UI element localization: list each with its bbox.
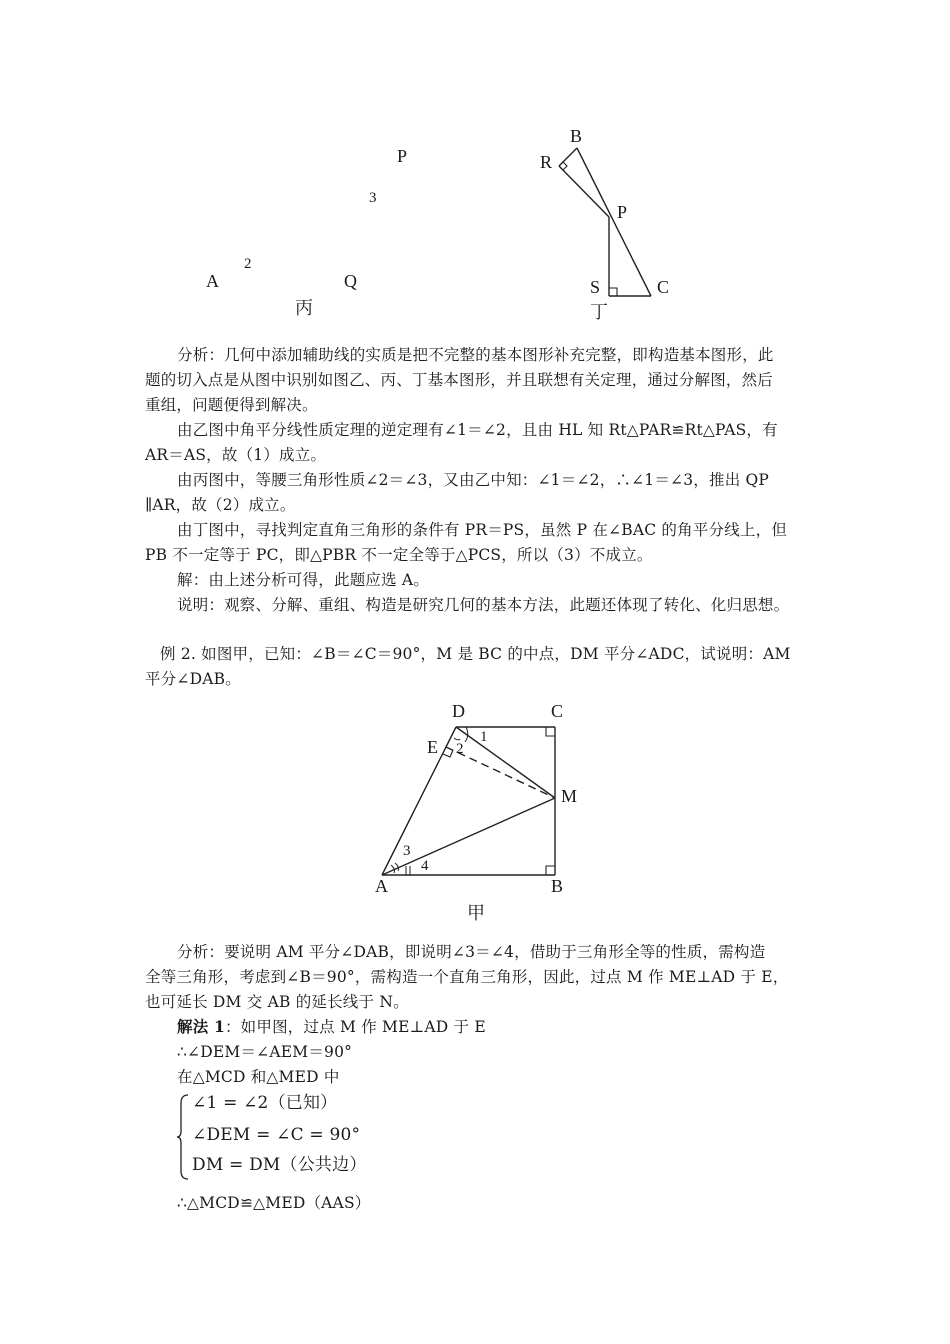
fig-bing-label-2: 2 <box>244 256 252 272</box>
solution-heading-line <box>177 1015 486 1039</box>
fig-jia-label-2: 2 <box>456 741 464 757</box>
fig-jia-label-1: 1 <box>480 729 488 745</box>
conclusion-line: ∴△MCD≌△MED（AAS） <box>177 1194 371 1212</box>
system-line: DM = DM（公共边） <box>192 1155 367 1175</box>
solution-heading-rest: ：如甲图，过点 M 作 ME⊥AD 于 E <box>224 1018 486 1036</box>
fig-jia-angle-mark-2 <box>454 738 460 740</box>
solution-heading: 解法 1 <box>177 1017 225 1036</box>
fig-ding-line-rp <box>559 166 609 217</box>
analysis1-line: 分析：几何中添加辅助线的实质是把不完整的基本图形补充完整，即构造基本图形，此 <box>177 346 774 364</box>
fig-jia-line-am <box>382 798 555 875</box>
analysis2-line: 分析：要说明 AM 平分∠DAB，即说明∠3＝∠4，借助于三角形全等的性质，需构造 <box>177 943 766 961</box>
analysis2-line: 全等三角形，考虑到∠B＝90°，需构造一个直角三角形，因此，过点 M 作 ME⊥AD 于 E， <box>145 968 789 986</box>
fig-jia-label-b: B <box>551 876 564 896</box>
fig-jia-label-e: E <box>427 737 438 757</box>
fig-ding-right-angle-s <box>609 288 617 296</box>
fig-jia-caption: 甲 <box>467 903 485 924</box>
example2-line: 平分∠DAB。 <box>145 670 241 688</box>
analysis1-line: AR＝AS，故（1）成立。 <box>145 446 327 464</box>
fig-ding-right-angle-r <box>559 162 567 170</box>
analysis1-line: 由丁图中，寻找判定直角三角形的条件有 PR＝PS，虽然 P 在∠BAC 的角平分线上，但 <box>177 521 788 539</box>
fig-bing-label-p: P <box>397 146 408 166</box>
fig-bing-label-a: A <box>206 271 219 291</box>
analysis1-line: PB 不一定等于 PC，即△PBR 不一定全等于△PCS，所以（3）不成立。 <box>145 546 653 564</box>
solution-line: 在△MCD 和△MED 中 <box>177 1068 340 1086</box>
note-line: 说明：观察、分解、重组、构造是研究几何的基本方法，此题还体现了转化、化归思想。 <box>177 596 790 614</box>
fig-jia-label-4: 4 <box>421 858 429 874</box>
system-line: ∠DEM = ∠C = 90° <box>192 1125 361 1145</box>
fig-jia-label-a: A <box>375 876 388 896</box>
solution-line: ∴∠DEM＝∠AEM＝90° <box>177 1043 353 1061</box>
fig-jia-line-ad <box>382 727 456 875</box>
analysis1-line: 题的切入点是从图中识别如图乙、丙、丁基本图形，并且联想有关定理，通过分解图，然后 <box>145 371 774 389</box>
fig-jia-label-m: M <box>561 786 578 806</box>
system-line: ∠1 = ∠2（已知） <box>192 1093 338 1113</box>
fig-ding-label-p: P <box>617 202 628 222</box>
fig-bing-label-3: 3 <box>369 190 377 206</box>
analysis2-line: 也可延长 DM 交 AB 的延长线于 N。 <box>145 993 409 1011</box>
system-brace <box>176 1093 190 1181</box>
fig-ding-caption: 丁 <box>590 302 608 323</box>
fig-jia-angle-mark-3 <box>395 863 399 871</box>
fig-jia-right-angle-b <box>546 866 555 875</box>
analysis1-line: 重组，问题便得到解决。 <box>145 396 318 414</box>
fig-jia-line-dm <box>456 727 555 798</box>
fig-bing-label-q: Q <box>344 271 357 291</box>
fig-bing-caption: 丙 <box>295 298 313 319</box>
fig-ding-label-r: R <box>540 152 553 172</box>
fig-jia-right-angle-c <box>546 727 555 736</box>
fig-jia-angle-mark-3b <box>391 865 395 873</box>
example2-line: 例 2. 如图甲，已知：∠B＝∠C＝90°，M 是 BC 的中点，DM 平分∠ADC，试说明：AM <box>160 645 791 663</box>
fig-jia-label-3: 3 <box>403 843 411 859</box>
fig-ding-diagram <box>520 120 700 320</box>
fig-jia-label-c: C <box>551 701 564 721</box>
analysis1-line: ∥AR，故（2）成立。 <box>145 496 296 514</box>
analysis1-line: 由乙图中角平分线性质定理的逆定理有∠1＝∠2，且由 HL 知 Rt△PAR≌Rt△PAS，有 <box>177 421 778 439</box>
fig-ding-label-b: B <box>570 126 583 146</box>
fig-ding-label-c: C <box>657 277 670 297</box>
fig-ding-line-rb <box>559 148 577 166</box>
fig-jia-label-d: D <box>452 701 465 721</box>
analysis1-line: 由丙图中，等腰三角形性质∠2＝∠3，又由乙中知：∠1＝∠2，∴∠1＝∠3，推出 QP <box>177 471 770 489</box>
answer-line: 解：由上述分析可得，此题应选 A。 <box>177 571 430 589</box>
fig-ding-label-s: S <box>590 277 601 297</box>
fig-ding-line-bc <box>577 148 651 296</box>
